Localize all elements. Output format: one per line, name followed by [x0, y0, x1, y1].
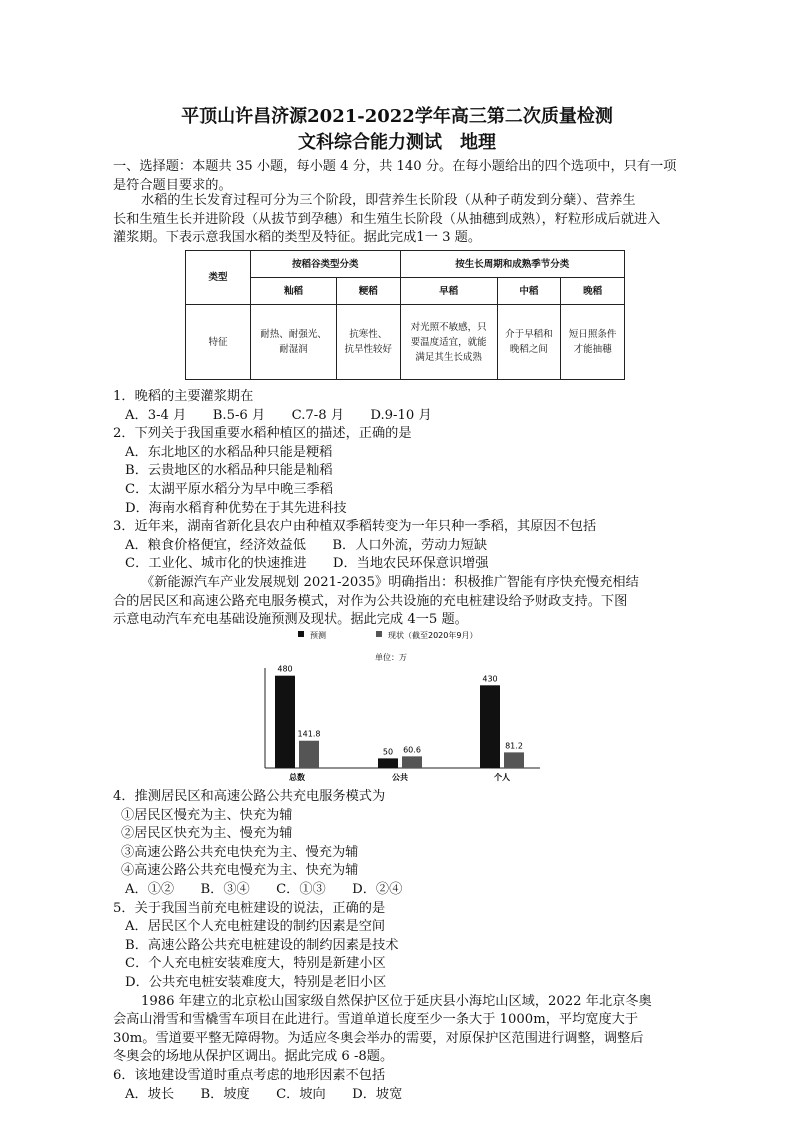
table-header-type: 类型 [186, 251, 251, 305]
table-col-header: 早稻 [400, 278, 497, 305]
question-option: C．个人充电桩安装难度大，特别是新建小区 [125, 956, 386, 972]
instruction-line: 是符合题目要求的。 [113, 177, 232, 193]
passage-line: 1986 年建立的北京松山国家级自然保护区位于延庆县小海坨山区域，2022 年北京冬奥 [141, 993, 652, 1009]
cell-line: 耐热、耐强光、 [260, 329, 327, 340]
question-option: C．太湖平原水稻分为早中晚三季稻 [125, 481, 333, 497]
question-options: A．①② B．③④ C．①③ D．②④ [125, 881, 403, 897]
question-options: A．坡长 B．坡度 C．坡向 D．坡宽 [125, 1086, 403, 1102]
table-header-group: 按稻谷类型分类 [251, 251, 401, 278]
category-label: 个人 [494, 773, 510, 782]
question-option: B．高速公路公共充电桩建设的制约因素是技术 [125, 937, 399, 953]
data-label: 141.8 [297, 729, 321, 739]
table-col-header: 粳稻 [336, 278, 400, 305]
question-stem: 4．推测居民区和高速公路公共充电服务模式为 [113, 789, 386, 804]
table-col-header: 中稻 [497, 278, 561, 305]
category-label: 公共 [392, 773, 408, 782]
exam-subtitle: 文科综合能力测试 地理 [298, 132, 496, 153]
cell-line: 晚稻之间 [509, 344, 548, 355]
question-option: B．云贵地区的水稻品种只能是籼稻 [125, 463, 333, 479]
cell-line: 对光照不敏感，只 [410, 321, 487, 333]
data-label: 480 [277, 664, 293, 674]
passage-line: 水稻的生长发育过程可分为三个阶段，即营养生长阶段（从种子萌发到分蘖）、营养生 [141, 193, 636, 208]
data-label: 430 [482, 674, 498, 684]
passage-line: 《新能源汽车产业发展规划 2021-2035》明确指出：积极推广智能有序快充慢充相结 [141, 574, 639, 590]
legend-swatch-forecast [298, 631, 304, 637]
passage-rice [113, 192, 693, 248]
table-col-header: 晚稻 [561, 278, 625, 305]
cell-line: 才能抽穗 [573, 344, 612, 355]
rice-type-table [185, 250, 625, 380]
passage-line: 30m。雪道要平整无障碍物。为适应冬奥会举办的需要，对原保护区范围进行调整，调整后 [113, 1030, 644, 1046]
bar-forecast-0 [275, 676, 295, 768]
question-statement: ③高速公路公共充电快充为主、慢充为辅 [121, 844, 359, 860]
bar-current-2 [504, 752, 524, 768]
table-row-label: 特征 [186, 305, 251, 380]
cell-line: 抗寒性、 [349, 329, 388, 340]
passage-line: 会高山滑雪和雪橇雪车项目在此进行。雪道单道长度至少一条大于 1000m，平均宽度大于 [113, 1012, 639, 1028]
exam-title: 平顶山许昌济源2021-2022学年高三第二次质量检测 [181, 106, 613, 127]
cell-line: 介于早稻和 [505, 329, 553, 340]
cell-line: 短日照条件 [568, 329, 617, 340]
cell-line: 耐湿润 [279, 344, 308, 355]
question-stem: 1．晚稻的主要灌浆期在 [113, 389, 254, 404]
data-label: 60.6 [403, 745, 421, 755]
category-label: 总数 [289, 773, 305, 782]
question-stem: 2．下列关于我国重要水稻种植区的描述，正确的是 [113, 426, 412, 442]
charging-pile-chart [240, 628, 560, 788]
questions-1-3 [113, 388, 693, 630]
question-statement: ②居民区快充为主、慢充为辅 [121, 826, 293, 842]
table-cell [251, 305, 337, 380]
passage-line: 示意电动汽车充电基础设施预测及现状。据此完成 4一5 题。 [113, 612, 468, 628]
question-option: D．海南水稻育种优势在于其先进科技 [125, 500, 347, 516]
table-cell [336, 305, 400, 380]
legend-swatch-current [376, 631, 382, 637]
data-label: 81.2 [505, 741, 523, 751]
table-cell [400, 305, 497, 380]
cell-line: 要温度适宜，就能 [410, 336, 487, 348]
legend-label-forecast: 预测 [310, 631, 326, 640]
questions-4-6 [113, 788, 693, 1104]
instruction-line: 一、选择题：本题共 35 小题，每小题 4 分，共 140 分。在每小题给出的四个选项中，只有一项 [113, 159, 677, 174]
bar-current-0 [299, 741, 319, 768]
question-stem: 3．近年来，湖南省新化县农户由种植双季稻转变为一年只种一季稻，其原因不包括 [113, 519, 597, 535]
table-cell [497, 305, 561, 380]
data-label: 50 [382, 747, 394, 757]
cell-line: 满足其生长成熟 [415, 351, 482, 363]
passage-line: 长和生殖生长并进阶段（从拔节到孕穗）和生殖生长阶段（从抽穗到成熟），籽粒形成后就进入 [113, 211, 661, 227]
question-statement: ①居民区慢充为主、快充为辅 [121, 807, 293, 823]
question-option: A．居民区个人充电桩建设的制约因素是空间 [125, 919, 386, 935]
question-stem: 5．关于我国当前充电桩建设的说法，正确的是 [113, 900, 386, 916]
question-option: A．东北地区的水稻品种只能是粳稻 [125, 444, 333, 460]
legend-label-current: 现状（截至2020年9月） [388, 631, 478, 640]
table-cell [561, 305, 625, 380]
question-option: A．粮食价格便宜，经济效益低 B．人口外流，劳动力短缺 [125, 537, 488, 553]
cell-line: 抗旱性较好 [344, 344, 392, 355]
table-col-header: 籼稻 [251, 278, 337, 305]
passage-line: 冬奥会的场地从保护区调出。据此完成 6 -8题。 [113, 1049, 394, 1065]
passage-line: 合的居民区和高速公路充电服务模式，对作为公共设施的充电桩建设给予财政支持。下图 [113, 593, 628, 609]
bar-forecast-2 [480, 685, 500, 768]
question-options: A．3-4 月 B.5-6 月 C.7-8 月 D.9-10 月 [125, 407, 432, 423]
bar-current-1 [402, 756, 422, 768]
bar-forecast-1 [378, 758, 398, 768]
question-statement: ④高速公路公共充电慢充为主、快充为辅 [121, 863, 359, 879]
question-option: D．公共充电桩安装难度大，特别是老旧小区 [125, 974, 387, 990]
question-option: C．工业化、城市化的快速推进 D．当地农民环保意识增强 [125, 556, 489, 572]
section-instructions [113, 158, 693, 195]
question-stem: 6．该地建设雪道时重点考虑的地形因素不包括 [113, 1067, 386, 1083]
chart-unit-label: 单位：万 [375, 653, 407, 662]
passage-line: 灌浆期。下表示意我国水稻的类型及特征。据此完成1一 3 题。 [113, 230, 482, 246]
table-header-group: 按生长周期和成熟季节分类 [400, 251, 624, 278]
